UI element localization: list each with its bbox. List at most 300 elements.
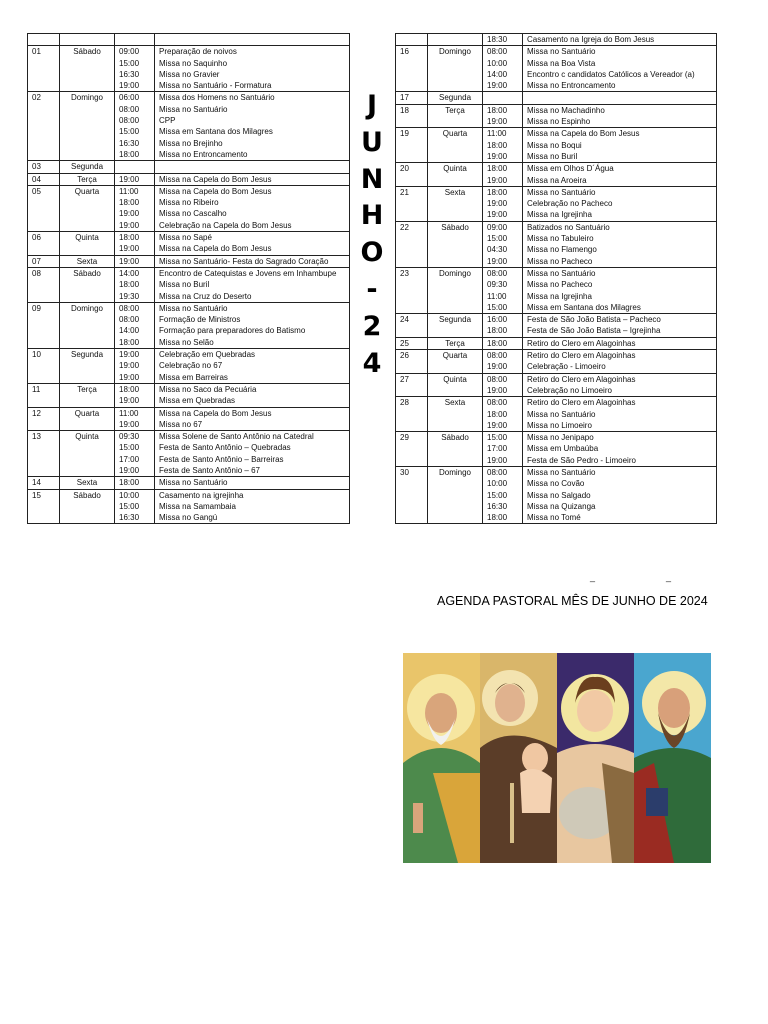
weekday-cell: Sábado <box>60 489 115 524</box>
event-cell <box>523 46 717 92</box>
event-text: Missa no 67 <box>159 419 203 429</box>
time-value: 19:00 <box>119 396 140 406</box>
event-text: Casamento na Igreja do Bom Jesus <box>527 35 655 44</box>
event-text: Missa no Santuário <box>527 268 596 278</box>
day-cell: 06 <box>28 232 60 256</box>
weekday-cell: Terça <box>60 383 115 407</box>
event-text: Missa no Entroncamento <box>159 149 248 159</box>
weekday-cell: Domingo <box>428 46 483 92</box>
schedule-row <box>396 397 717 432</box>
day-cell: 14 <box>28 477 60 489</box>
event-text: Missa no Pacheco <box>527 256 593 266</box>
event-text <box>159 34 345 45</box>
event-cell <box>155 255 350 267</box>
event-cell <box>155 489 350 524</box>
time-cell <box>115 173 155 185</box>
schedule-row <box>28 349 350 384</box>
title-letter: - <box>366 273 378 305</box>
event-cell <box>523 128 717 163</box>
time-value: 09:00 <box>119 47 140 57</box>
event-text: Missa em Quebradas <box>159 396 236 406</box>
time-value: 15:00 <box>487 433 508 443</box>
schedule-row <box>396 337 717 349</box>
event-text: Missa na Boa Vista <box>527 58 596 68</box>
event-text: Retiro do Clero em Alagoinhas <box>527 374 636 384</box>
event-text: Missa no Machadinho <box>527 105 605 115</box>
time-value <box>487 92 518 103</box>
weekday-cell: Quinta <box>60 431 115 477</box>
event-text: Missa em Barreiras <box>159 372 228 382</box>
event-cell <box>155 185 350 231</box>
event-text: Formação de Ministros <box>159 315 241 325</box>
event-text: Missa no Brejinho <box>159 138 223 148</box>
dash-mark: _ <box>666 572 672 582</box>
day-cell: 19 <box>396 128 428 163</box>
event-text: Missa na Capela do Bom Jesus <box>159 244 272 254</box>
schedule-row <box>28 232 350 256</box>
time-value: 15:00 <box>119 443 140 453</box>
weekday-cell: Sexta <box>60 477 115 489</box>
time-cell <box>483 34 523 46</box>
event-cell <box>155 46 350 92</box>
time-value: 18:00 <box>119 280 140 290</box>
time-value: 18:00 <box>119 337 140 347</box>
time-value: 19:00 <box>487 362 508 372</box>
day-cell: 17 <box>396 92 428 104</box>
event-text: Missa no Selão <box>159 337 214 347</box>
event-text: Missa no Buril <box>159 280 210 290</box>
time-value: 18:00 <box>487 513 508 523</box>
schedule-row <box>28 185 350 231</box>
event-cell <box>155 173 350 185</box>
time-value: 18:30 <box>487 35 508 44</box>
schedule-row <box>28 173 350 185</box>
time-cell <box>483 221 523 267</box>
event-text: Retiro do Clero em Alagoinhas <box>527 398 636 408</box>
weekday-cell: Domingo <box>60 92 115 161</box>
event-text: Missa no Ribeiro <box>159 198 219 208</box>
event-cell <box>523 92 717 104</box>
event-text: Festa de Santo Antônio – 67 <box>159 465 260 475</box>
time-value: 18:00 <box>119 233 140 243</box>
time-value: 11:00 <box>487 291 507 301</box>
schedule-body-right <box>396 34 717 524</box>
agenda-subtitle: AGENDA PASTORAL MÊS DE JUNHO DE 2024 <box>437 594 708 608</box>
time-value: 09:00 <box>487 222 508 232</box>
time-value: 10:00 <box>487 479 508 489</box>
time-cell <box>115 267 155 302</box>
time-cell <box>483 397 523 432</box>
event-cell <box>155 477 350 489</box>
event-text: Missa na Samambaia <box>159 501 236 511</box>
schedule-row <box>28 92 350 161</box>
event-text: Missa no Santuário <box>159 303 228 313</box>
time-cell <box>483 337 523 349</box>
schedule-row <box>396 104 717 128</box>
event-text: Missa no Boqui <box>527 140 582 150</box>
schedule-row <box>396 466 717 523</box>
event-text: Missa no Santuário <box>527 409 596 419</box>
event-text: Missa no Covão <box>527 479 585 489</box>
saint-john-portrait <box>557 653 634 863</box>
day-cell: 08 <box>28 267 60 302</box>
schedule-row <box>396 128 717 163</box>
event-cell <box>155 92 350 161</box>
time-value: 08:00 <box>487 268 508 278</box>
dash-mark: _ <box>590 572 596 582</box>
event-text: Casamento na igrejinha <box>159 490 244 500</box>
event-text: Missa em Olhos D´Água <box>527 164 614 174</box>
schedule-body-left <box>28 34 350 524</box>
schedule-row <box>28 161 350 173</box>
event-cell <box>523 221 717 267</box>
schedule-row <box>28 489 350 524</box>
vertical-title <box>357 88 387 382</box>
event-text: Missa no Gravier <box>159 69 220 79</box>
weekday-cell: Sábado <box>60 267 115 302</box>
time-value: 19:00 <box>119 220 140 230</box>
event-text: Missa em Umbaúba <box>527 444 599 454</box>
event-cell <box>523 104 717 128</box>
time-cell <box>483 92 523 104</box>
event-text: Missa no Saco da Pecuária <box>159 384 257 394</box>
time-cell <box>115 349 155 384</box>
schedule-row <box>396 92 717 104</box>
day-cell <box>28 34 60 46</box>
time-value: 09:30 <box>487 280 508 290</box>
schedule-row <box>28 34 350 46</box>
event-text: Missa na Quizanga <box>527 501 596 511</box>
event-text: Missa no Flamengo <box>527 245 597 255</box>
weekday-cell: Quarta <box>60 185 115 231</box>
day-cell: 23 <box>396 267 428 313</box>
event-text: Festa de São Pedro - Limoeiro <box>527 455 636 465</box>
event-text: Missa no Entroncamento <box>527 81 616 91</box>
time-value: 19:00 <box>119 372 140 382</box>
time-value: 18:00 <box>119 384 140 394</box>
weekday-cell: Segunda <box>60 349 115 384</box>
time-value: 19:00 <box>487 81 508 91</box>
time-value: 08:00 <box>487 351 508 361</box>
event-text: Celebração no Limoeiro <box>527 385 612 395</box>
time-value: 15:00 <box>119 501 140 511</box>
event-text: Missa no Saquinho <box>159 58 228 68</box>
time-cell <box>483 163 523 187</box>
time-value <box>119 161 150 172</box>
time-value: 19:00 <box>119 174 140 184</box>
weekday-cell: Quinta <box>428 163 483 187</box>
title-letter: J <box>366 90 378 121</box>
schedule-row <box>396 267 717 313</box>
time-value: 19:00 <box>487 256 508 266</box>
schedule-row <box>396 373 717 397</box>
event-text: Festa de Santo Antônio – Barreiras <box>159 454 284 464</box>
event-text <box>159 161 345 172</box>
event-text: Retiro do Clero em Alagoinhas <box>527 338 636 348</box>
event-text: Formação para preparadores do Batismo <box>159 326 306 336</box>
weekday-cell: Domingo <box>428 267 483 313</box>
schedule-row <box>28 46 350 92</box>
weekday-cell: Segunda <box>60 161 115 173</box>
time-value: 18:00 <box>119 149 140 159</box>
time-value: 17:00 <box>119 454 140 464</box>
event-cell <box>523 350 717 374</box>
event-text: Batizados no Santuário <box>527 222 610 232</box>
event-cell <box>523 466 717 523</box>
saints-image <box>403 653 711 863</box>
weekday-cell: Domingo <box>428 466 483 523</box>
title-letter: U <box>361 126 383 158</box>
time-value: 08:00 <box>487 374 508 384</box>
title-letter: 2 <box>362 310 382 342</box>
event-text: Missa na Capela do Bom Jesus <box>159 408 272 418</box>
day-cell: 16 <box>396 46 428 92</box>
event-text <box>527 92 712 103</box>
time-cell <box>483 104 523 128</box>
event-text: Missa no Tabuleiro <box>527 234 594 244</box>
event-text: Missa em Santana dos Milagres <box>527 302 641 312</box>
time-value: 18:00 <box>487 164 508 174</box>
weekday-cell: Domingo <box>60 302 115 348</box>
weekday-cell <box>60 34 115 46</box>
event-cell <box>155 232 350 256</box>
event-cell <box>155 349 350 384</box>
event-text: Retiro do Clero em Alagoinhas <box>527 351 636 361</box>
time-value: 18:00 <box>487 338 508 348</box>
day-cell: 22 <box>396 221 428 267</box>
event-text: Celebração no Pacheco <box>527 199 613 209</box>
title-letter: O <box>360 237 384 269</box>
day-cell: 13 <box>28 431 60 477</box>
time-value: 10:00 <box>119 490 140 500</box>
day-cell: 26 <box>396 350 428 374</box>
schedule-row <box>28 383 350 407</box>
event-text: Missa no Gangú <box>159 513 218 523</box>
day-cell: 27 <box>396 373 428 397</box>
event-text: Preparação de noivos <box>159 47 237 57</box>
weekday-cell: Quinta <box>428 373 483 397</box>
time-cell <box>115 232 155 256</box>
day-cell: 11 <box>28 383 60 407</box>
weekday-cell: Segunda <box>428 92 483 104</box>
day-cell: 15 <box>28 489 60 524</box>
day-cell: 21 <box>396 186 428 221</box>
day-cell: 10 <box>28 349 60 384</box>
time-value: 19:00 <box>119 256 140 266</box>
event-cell <box>155 161 350 173</box>
day-cell: 07 <box>28 255 60 267</box>
weekday-cell: Sexta <box>428 186 483 221</box>
time-value: 19:00 <box>487 455 508 465</box>
schedule-row <box>28 255 350 267</box>
time-value: 19:00 <box>487 385 508 395</box>
time-value: 19:00 <box>119 244 140 254</box>
time-value: 14:00 <box>487 69 508 79</box>
day-cell: 30 <box>396 466 428 523</box>
event-text: Missa em Santana dos Milagres <box>159 127 273 137</box>
event-text: Missa no Santuário <box>527 187 596 197</box>
time-value: 14:00 <box>119 326 140 336</box>
schedule-row <box>396 350 717 374</box>
time-value: 18:00 <box>487 187 508 197</box>
time-cell <box>483 46 523 92</box>
event-cell <box>523 337 717 349</box>
event-text: Missa no Pacheco <box>527 280 593 290</box>
event-text: Missa no Buril <box>527 151 578 161</box>
weekday-cell: Quinta <box>60 232 115 256</box>
time-value: 19:00 <box>119 419 140 429</box>
event-text: Missa no Santuário - Formatura <box>159 81 272 91</box>
time-value: 19:00 <box>487 175 508 185</box>
weekday-cell: Terça <box>60 173 115 185</box>
event-text: Missa no Espinho <box>527 117 591 127</box>
time-value: 06:00 <box>119 93 140 103</box>
time-value: 19:00 <box>119 81 140 91</box>
weekday-cell: Sexta <box>428 397 483 432</box>
saint-anthony-portrait <box>480 653 557 863</box>
time-cell <box>115 255 155 267</box>
time-value: 15:00 <box>119 58 140 68</box>
time-cell <box>115 477 155 489</box>
time-value: 19:00 <box>487 151 508 161</box>
day-cell: 03 <box>28 161 60 173</box>
weekday-cell: Sábado <box>428 432 483 467</box>
event-text: Missa na Aroeira <box>527 175 587 185</box>
time-value: 19:30 <box>119 291 140 301</box>
time-cell <box>115 161 155 173</box>
day-cell: 05 <box>28 185 60 231</box>
event-text: Missa no Salgado <box>527 490 591 500</box>
event-text: Missa na Capela do Bom Jesus <box>527 129 640 139</box>
time-value: 08:00 <box>487 467 508 477</box>
event-text: Missa no Santuário <box>159 104 228 114</box>
event-text: Celebração na Capela do Bom Jesus <box>159 220 292 230</box>
time-cell <box>115 92 155 161</box>
weekday-cell: Sábado <box>428 221 483 267</box>
event-cell <box>155 302 350 348</box>
weekday-cell: Quarta <box>428 350 483 374</box>
weekday-cell: Quarta <box>428 128 483 163</box>
weekday-cell: Terça <box>428 337 483 349</box>
time-cell <box>483 314 523 338</box>
schedule-row <box>396 221 717 267</box>
event-cell <box>523 314 717 338</box>
time-cell <box>115 407 155 431</box>
time-value: 15:00 <box>487 490 508 500</box>
event-text: Missa no Tomé <box>527 513 581 523</box>
event-text: Missa na Igrejinha <box>527 210 592 220</box>
schedule-row <box>28 407 350 431</box>
day-cell: 29 <box>396 432 428 467</box>
time-value: 14:00 <box>119 268 140 278</box>
time-value: 18:00 <box>487 140 508 150</box>
weekday-cell <box>428 34 483 46</box>
event-cell <box>523 34 717 46</box>
time-cell <box>483 350 523 374</box>
event-text: Celebração no 67 <box>159 361 223 371</box>
time-value: 15:00 <box>487 234 508 244</box>
time-value: 08:00 <box>119 104 140 114</box>
time-value: 16:30 <box>119 513 140 523</box>
time-cell <box>483 267 523 313</box>
title-letter: H <box>360 200 384 232</box>
time-cell <box>115 34 155 46</box>
event-text: Missa na Capela do Bom Jesus <box>159 174 272 184</box>
event-cell <box>523 397 717 432</box>
time-value: 16:30 <box>487 501 508 511</box>
event-text: Missa no Santuário <box>527 47 596 57</box>
day-cell: 04 <box>28 173 60 185</box>
title-letter: 4 <box>362 347 382 379</box>
schedule-row <box>396 314 717 338</box>
event-text: Missa dos Homens no Santuário <box>159 93 275 103</box>
schedule-row <box>396 34 717 46</box>
time-cell <box>483 432 523 467</box>
time-value: 04:30 <box>487 245 508 255</box>
event-text: Celebração - Limoeiro <box>527 362 606 372</box>
time-cell <box>115 46 155 92</box>
event-text: Missa Solene de Santo Antônio na Catedral <box>159 432 314 442</box>
time-value: 11:00 <box>119 186 139 196</box>
time-value: 16:00 <box>487 315 508 325</box>
day-cell: 01 <box>28 46 60 92</box>
weekday-cell: Sexta <box>60 255 115 267</box>
time-value: 19:00 <box>487 117 508 127</box>
weekday-cell: Sábado <box>60 46 115 92</box>
time-value: 11:00 <box>119 408 139 418</box>
saint-peter-portrait <box>403 653 480 863</box>
time-value: 17:00 <box>487 444 508 454</box>
time-cell <box>483 373 523 397</box>
time-value: 16:30 <box>119 138 140 148</box>
event-text: Celebração em Quebradas <box>159 350 256 360</box>
time-cell <box>483 128 523 163</box>
day-cell <box>396 34 428 46</box>
event-text: Missa no Cascalho <box>159 209 227 219</box>
time-value: 11:00 <box>487 129 507 139</box>
event-text: Missa no Sapé <box>159 233 212 243</box>
saint-paul-portrait <box>634 653 711 863</box>
schedule-row <box>28 302 350 348</box>
event-cell <box>155 34 350 46</box>
schedule-table-right <box>395 33 717 524</box>
day-cell: 24 <box>396 314 428 338</box>
time-cell <box>483 466 523 523</box>
schedule-table-left <box>27 33 350 524</box>
event-text: Missa no Santuário <box>527 467 596 477</box>
time-cell <box>115 489 155 524</box>
time-value: 19:00 <box>487 210 508 220</box>
time-value: 19:00 <box>119 361 140 371</box>
event-text: Missa no Jenipapo <box>527 433 594 443</box>
time-value: 18:00 <box>119 198 140 208</box>
time-value: 18:00 <box>119 478 140 488</box>
time-value: 18:00 <box>487 409 508 419</box>
event-cell <box>523 163 717 187</box>
day-cell: 02 <box>28 92 60 161</box>
day-cell: 18 <box>396 104 428 128</box>
time-value: 08:00 <box>119 116 140 126</box>
time-value: 16:30 <box>119 69 140 79</box>
time-value: 08:00 <box>119 315 140 325</box>
event-text: CPP <box>159 116 176 126</box>
event-text: Missa no Santuário <box>159 478 228 488</box>
time-value: 15:00 <box>119 127 140 137</box>
time-cell <box>115 383 155 407</box>
time-value: 18:00 <box>487 326 508 336</box>
time-value: 19:00 <box>487 199 508 209</box>
event-text: Festa de São João Batista – Pacheco <box>527 315 661 325</box>
